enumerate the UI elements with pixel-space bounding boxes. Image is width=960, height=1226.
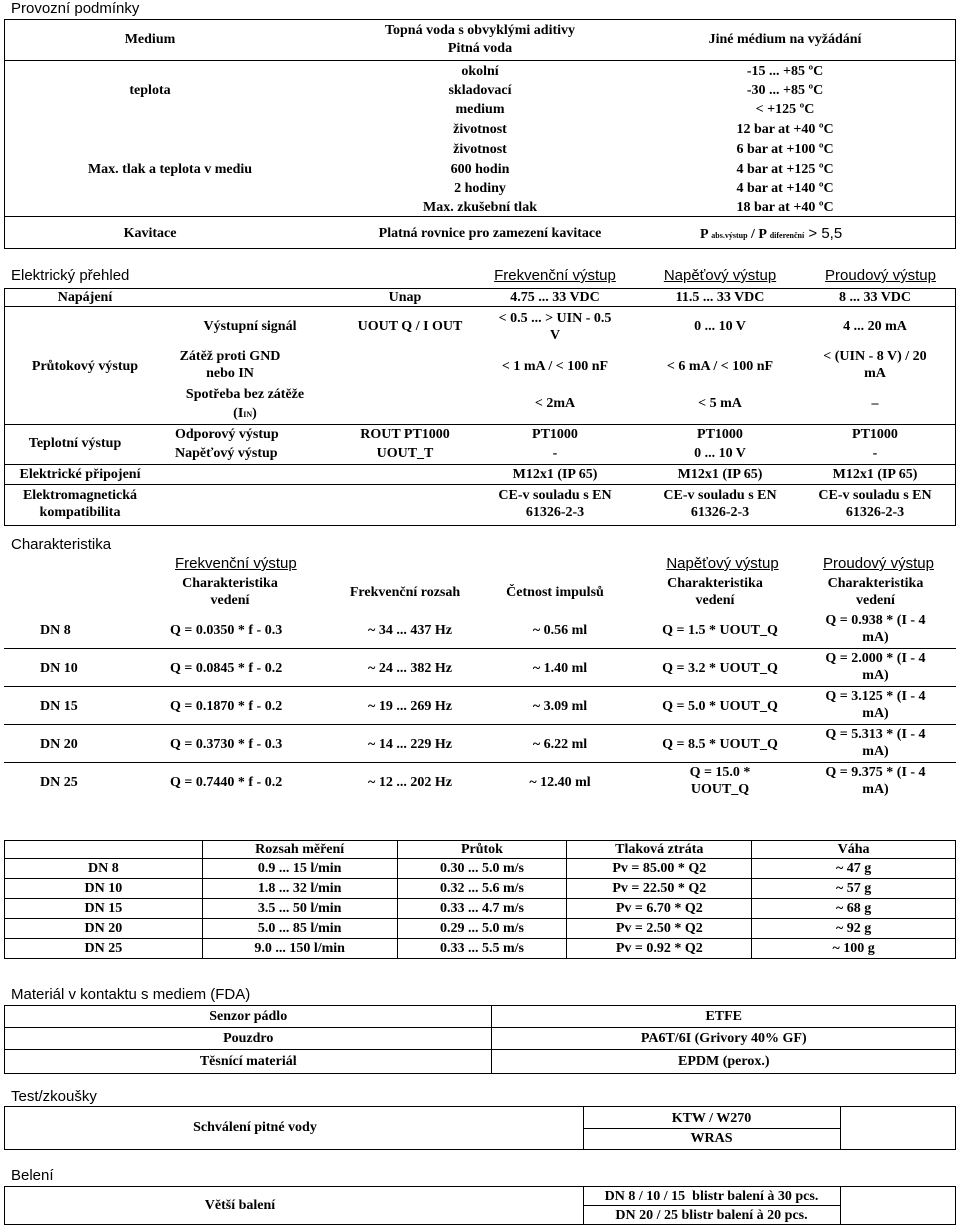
char-row-napetovy: Q = 1.5 * UOUT_Q	[662, 623, 778, 638]
table-cell: 9.0 ... 150 l/min	[202, 939, 397, 959]
teplota-row-key: medium	[455, 102, 505, 117]
table-cell: 0.30 ... 5.0 m/s	[397, 859, 567, 879]
char-col-rozsah: Frekvenční rozsah	[349, 585, 461, 600]
teplota-row-value: -30 ... +85 ºC	[746, 83, 824, 98]
table-row	[5, 1028, 956, 1050]
signal-label: Výstupní signál	[203, 319, 297, 334]
rozsah-header-cell	[5, 841, 203, 859]
maxtlak-row-value: 6 bar at +100 ºC	[736, 142, 834, 157]
teplota-row-value: < +125 ºC	[755, 102, 815, 117]
char-row-impulsy: ~ 3.09 ml	[532, 699, 588, 714]
material-table	[4, 1005, 956, 1074]
table-cell: 0.29 ... 5.0 m/s	[397, 919, 567, 939]
char-row-frekvencni: Q = 0.1870 * f - 0.2	[170, 699, 283, 714]
table-cell: ~ 68 g	[752, 899, 956, 919]
odpor-proudovy: PT1000	[852, 427, 898, 442]
char-row-impulsy: ~ 1.40 ml	[532, 661, 588, 676]
napajeni-frekvencni: 4.75 ... 33 VDC	[510, 290, 600, 305]
baleni-value-1: DN 8 / 10 / 15 blistr balení à 30 pcs.	[604, 1189, 819, 1204]
section-heading-charakteristika: Charakteristika	[11, 536, 112, 553]
table-row	[5, 899, 956, 919]
material-key: Senzor pádlo	[5, 1006, 492, 1028]
char-row-dn: DN 20	[40, 737, 78, 752]
char-row-frekvencni: Q = 0.0845 * f - 0.2	[170, 661, 283, 676]
char-header-proudovy: Proudový výstup	[823, 555, 934, 572]
table-cell: Pv = 0.92 * Q2	[567, 939, 752, 959]
maxtlak-row-key: životnost	[453, 142, 507, 157]
char-row-napetovy: Q = 15.0 * UOUT_Q	[689, 765, 751, 797]
maxtlak-row-value: 18 bar at +40 ºC	[736, 200, 834, 215]
table-cell: 0.32 ... 5.6 m/s	[397, 879, 567, 899]
char-row-rozsah: ~ 24 ... 382 Hz	[368, 661, 452, 676]
rozsah-header-cell: Váha	[752, 841, 956, 859]
kavitace-label: Kavitace	[123, 226, 177, 241]
table-cell: ~ 92 g	[752, 919, 956, 939]
char-row-frekvencni: Q = 0.3730 * f - 0.3	[170, 737, 283, 752]
rozsah-table	[4, 840, 956, 959]
section-heading-test: Test/zkoušky	[11, 1088, 97, 1105]
rozsah-header-cell: Průtok	[397, 841, 567, 859]
zatez-frekvencni: < 1 mA / < 100 nF	[501, 359, 609, 374]
char-row-frekvencni: Q = 0.7440 * f - 0.2	[170, 775, 283, 790]
emc-napetovy: CE-v souladu s EN 61326-2-3	[663, 488, 777, 520]
odpor-label: Odporový výstup	[175, 427, 279, 442]
medium-value-1b: Pitná voda	[447, 41, 513, 56]
table-cell: ~ 100 g	[752, 939, 956, 959]
kavitace-text: Platná rovnice pro zamezení kavitace	[378, 226, 602, 241]
table-cell: DN 8	[5, 859, 203, 879]
teplota-row-value: -15 ... +85 ºC	[746, 64, 824, 79]
maxtlak-row-key: životnost	[453, 122, 507, 137]
odpor-napetovy: PT1000	[697, 427, 743, 442]
table-cell: 5.0 ... 85 l/min	[202, 919, 397, 939]
char-row-dn: DN 8	[40, 623, 71, 638]
odpor-sym: ROUT PT1000	[360, 427, 450, 442]
rozsah-header-cell: Rozsah měření	[202, 841, 397, 859]
char-col-impulsy: Četnost impulsů	[506, 585, 604, 600]
signal-napetovy: 0 ... 10 V	[694, 319, 746, 334]
prehled-header-proudovy: Proudový výstup	[825, 267, 936, 284]
table-cell: Pv = 6.70 * Q2	[567, 899, 752, 919]
naptout-proudovy: -	[872, 446, 878, 461]
char-row-proudovy: Q = 3.125 * (I - 4 mA)	[825, 689, 926, 721]
maxtlak-row-value: 4 bar at +140 ºC	[736, 181, 834, 196]
naptout-napetovy: 0 ... 10 V	[694, 446, 746, 461]
material-value: EPDM (perox.)	[492, 1050, 956, 1074]
naptout-label: Napěťový výstup	[175, 446, 278, 461]
emc-frekvencni: CE-v souladu s EN 61326-2-3	[498, 488, 612, 520]
table-cell: DN 10	[5, 879, 203, 899]
char-row-dn: DN 15	[40, 699, 78, 714]
char-col-frekvencni: Charakteristika vedení	[182, 576, 278, 608]
medium-value-1a: Topná voda s obvyklými aditivy	[384, 23, 576, 38]
table-cell: ~ 57 g	[752, 879, 956, 899]
maxtlak-label: Max. tlak a teplota v mediu	[87, 162, 253, 177]
table-row	[5, 1006, 956, 1028]
char-row-napetovy: Q = 5.0 * UOUT_Q	[662, 699, 778, 714]
teplotni-label: Teplotní výstup	[28, 436, 122, 451]
medium-value-2: Jiné médium na vyžádání	[708, 32, 862, 47]
char-row-rozsah: ~ 19 ... 269 Hz	[368, 699, 452, 714]
char-row-proudovy: Q = 2.000 * (I - 4 mA)	[825, 651, 926, 683]
char-row-impulsy: ~ 6.22 ml	[532, 737, 588, 752]
table-row	[5, 859, 956, 879]
char-row-dn: DN 10	[40, 661, 78, 676]
table-cell: 0.33 ... 4.7 m/s	[397, 899, 567, 919]
char-row-napetovy: Q = 8.5 * UOUT_Q	[662, 737, 778, 752]
zatez-label: Zátěž proti GND nebo IN	[179, 349, 281, 381]
material-key: Pouzdro	[5, 1028, 492, 1050]
char-row-frekvencni: Q = 0.0350 * f - 0.3	[170, 623, 283, 638]
table-cell: 3.5 ... 50 l/min	[202, 899, 397, 919]
spotreba-frekvencni: < 2mA	[534, 396, 576, 411]
material-value: PA6T/6I (Grivory 40% GF)	[492, 1028, 956, 1050]
test-value-2: WRAS	[690, 1131, 733, 1146]
char-col-proudovy: Charakteristika vedení	[827, 576, 924, 608]
pripojeni-napetovy: M12x1 (IP 65)	[677, 467, 763, 482]
material-key: Těsnící materiál	[5, 1050, 492, 1074]
table-row	[5, 939, 956, 959]
test-value-1: KTW / W270	[671, 1111, 752, 1126]
char-row-dn: DN 25	[40, 775, 78, 790]
section-heading-provozni: Provozní podmínky	[11, 0, 140, 17]
baleni-value-2: DN 20 / 25 blistr balení à 20 pcs.	[615, 1208, 808, 1223]
char-row-napetovy: Q = 3.2 * UOUT_Q	[662, 661, 778, 676]
teplota-row-key: skladovací	[448, 83, 512, 98]
table-cell: ~ 47 g	[752, 859, 956, 879]
pripojeni-proudovy: M12x1 (IP 65)	[832, 467, 918, 482]
spotreba-proudovy: –	[871, 396, 879, 411]
char-row-impulsy: ~ 0.56 ml	[532, 623, 588, 638]
zatez-napetovy: < 6 mA / < 100 nF	[666, 359, 774, 374]
emc-label: Elektromagnetická kompatibilita	[22, 488, 138, 520]
rozsah-header-row	[5, 841, 956, 859]
pripojeni-label: Elektrické připojení	[19, 467, 141, 482]
table-row	[5, 1050, 956, 1074]
teplota-label: teplota	[129, 83, 171, 98]
table-cell: DN 15	[5, 899, 203, 919]
maxtlak-row-key: 2 hodiny	[454, 181, 506, 196]
maxtlak-row-key: Max. zkušební tlak	[423, 200, 537, 215]
char-col-napetovy: Charakteristika vedení	[667, 576, 763, 608]
table-cell: DN 20	[5, 919, 203, 939]
table-cell: 1.8 ... 32 l/min	[202, 879, 397, 899]
char-header-frekvencni: Frekvenční výstup	[175, 555, 297, 572]
medium-label: Medium	[124, 32, 176, 47]
odpor-frekvencni: PT1000	[532, 427, 578, 442]
prehled-header-napetovy: Napěťový výstup	[663, 267, 777, 284]
table-cell: DN 25	[5, 939, 203, 959]
baleni-key: Větší balení	[204, 1198, 276, 1213]
table-cell: Pv = 2.50 * Q2	[567, 919, 752, 939]
prehled-header-frekvencni: Frekvenční výstup	[494, 267, 616, 284]
spotreba-napetovy: < 5 mA	[698, 396, 742, 411]
char-row-proudovy: Q = 9.375 * (I - 4 mA)	[825, 765, 926, 797]
napajeni-sym: Unap	[388, 290, 422, 305]
char-row-proudovy: Q = 0.938 * (I - 4 mA)	[825, 613, 926, 645]
table-cell: 0.9 ... 15 l/min	[202, 859, 397, 879]
signal-proudovy: 4 ... 20 mA	[843, 319, 907, 334]
signal-sym: UOUT Q / I OUT	[357, 319, 463, 334]
teplota-row-key: okolní	[461, 64, 499, 79]
char-row-rozsah: ~ 34 ... 437 Hz	[368, 623, 452, 638]
prutokovy-label: Průtokový výstup	[31, 359, 139, 374]
naptout-sym: UOUT_T	[376, 446, 434, 461]
zatez-proudovy: < (UIN - 8 V) / 20 mA	[823, 349, 927, 381]
table-cell: 0.33 ... 5.5 m/s	[397, 939, 567, 959]
napajeni-napetovy: 11.5 ... 33 VDC	[675, 290, 765, 305]
maxtlak-row-key: 600 hodin	[450, 162, 510, 177]
kavitace-formula: P abs.výstup / P diferenční > 5,5	[700, 225, 843, 242]
emc-proudovy: CE-v souladu s EN 61326-2-3	[818, 488, 932, 520]
table-row	[5, 919, 956, 939]
table-row	[5, 879, 956, 899]
napajeni-label: Napájení	[57, 290, 113, 305]
table-cell: Pv = 85.00 * Q2	[567, 859, 752, 879]
section-heading-material: Materiál v kontaktu s mediem (FDA)	[11, 986, 251, 1003]
maxtlak-row-value: 12 bar at +40 ºC	[736, 122, 834, 137]
char-row-rozsah: ~ 14 ... 229 Hz	[368, 737, 452, 752]
napajeni-proudovy: 8 ... 33 VDC	[838, 290, 912, 305]
char-header-napetovy: Napěťový výstup	[666, 555, 779, 572]
section-heading-baleni: Belení	[11, 1167, 54, 1184]
test-key: Schválení pitné vody	[193, 1120, 317, 1135]
char-row-rozsah: ~ 12 ... 202 Hz	[368, 775, 452, 790]
maxtlak-row-value: 4 bar at +125 ºC	[736, 162, 834, 177]
char-row-impulsy: ~ 12.40 ml	[529, 775, 591, 790]
section-heading-prehled: Elektrický přehled	[11, 267, 130, 284]
table-cell: Pv = 22.50 * Q2	[567, 879, 752, 899]
rozsah-header-cell: Tlaková ztráta	[567, 841, 752, 859]
pripojeni-frekvencni: M12x1 (IP 65)	[512, 467, 598, 482]
spotreba-label: Spotřeba bez zátěže (IIN)	[185, 387, 305, 421]
naptout-frekvencni: -	[552, 446, 558, 461]
material-value: ETFE	[492, 1006, 956, 1028]
char-row-proudovy: Q = 5.313 * (I - 4 mA)	[825, 727, 926, 759]
signal-frekvencni: < 0.5 ... > UIN - 0.5 V	[498, 311, 612, 343]
